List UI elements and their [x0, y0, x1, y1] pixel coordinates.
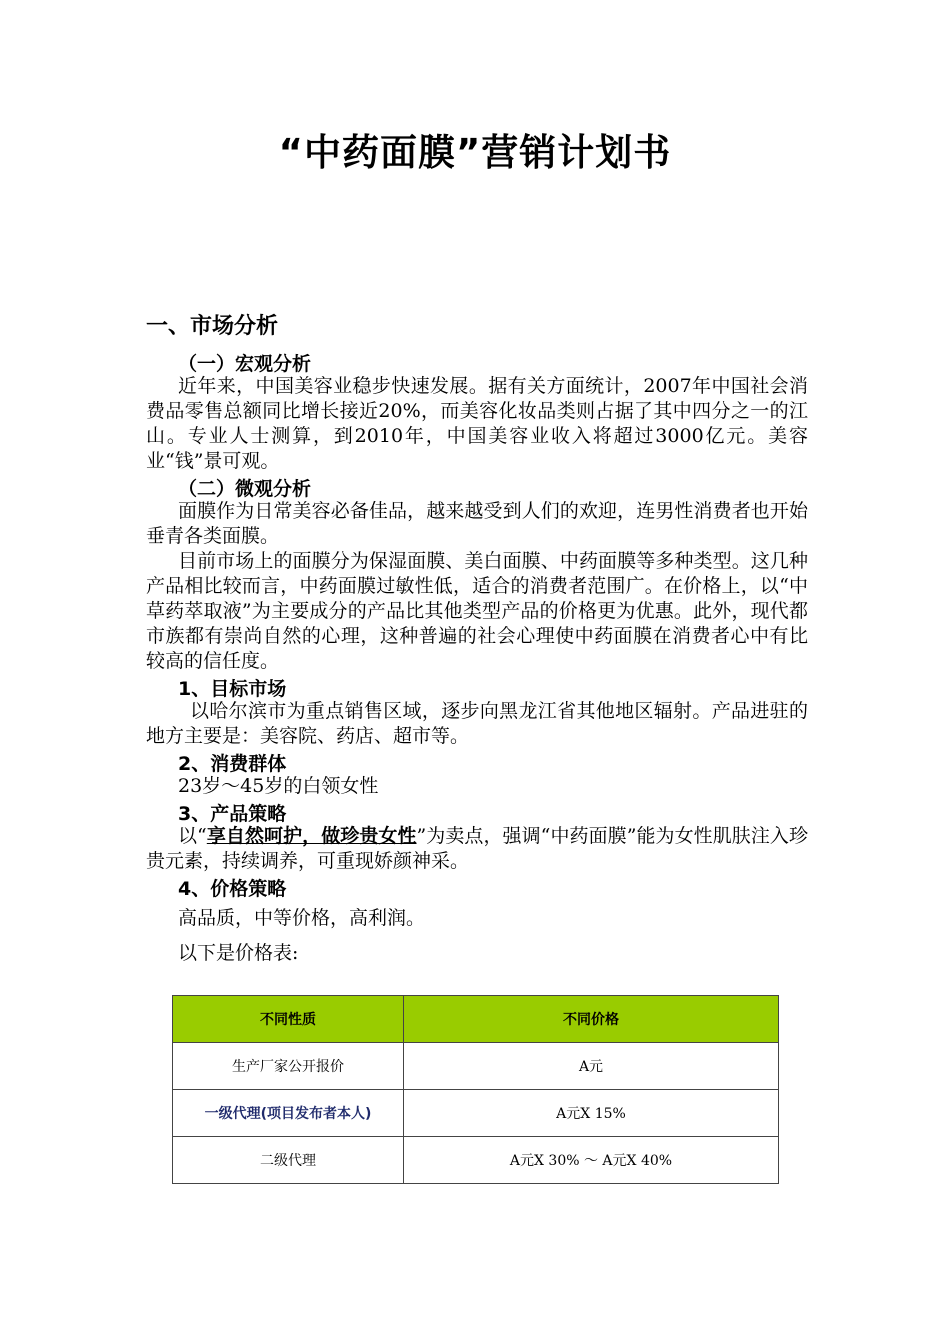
product-strategy-suffix: ”为卖点，强调“中药面膜”能为女性肌肤注入珍贵元素，持续调养，可重现娇颜神采。 — [146, 825, 808, 872]
price-table-header-row — [173, 996, 779, 1043]
price-table-cell-price: A元X 15% — [404, 1090, 779, 1137]
subheading-target-market: 1、目标市场 — [178, 678, 287, 700]
price-table-cell-nature: 生产厂家公开报价 — [173, 1043, 404, 1090]
subheading-macro-analysis: （一）宏观分析 — [178, 353, 312, 375]
text-price-strategy: 高品质，中等价格，高利润。 — [178, 907, 426, 929]
text-price-table-intro: 以下是价格表: — [178, 942, 299, 964]
price-table-cell-nature: 一级代理(项目发布者本人) — [173, 1090, 404, 1137]
paragraph-product-strategy — [146, 824, 808, 874]
paragraph-micro-analysis-2: 目前市场上的面膜分为保湿面膜、美白面膜、中药面膜等多种类型。这几种产品相比较而言，中药面膜过敏性低，适合的消费者范围广。在价格上，以“中草药萃取液”为主要成分的产品比其他类型产品的价格更为优惠。此外，现代都市族都有崇尚自然的心理，这种普遍的社会心理使中药面膜在消费者心中有比较高的信任度。 — [146, 550, 808, 672]
price-table-header-price: 不同价格 — [404, 996, 779, 1043]
product-strategy-prefix: 以“ — [178, 825, 207, 847]
price-table — [172, 995, 779, 1184]
price-table-header-nature: 不同性质 — [173, 996, 404, 1043]
paragraph-macro-analysis: 近年来，中国美容业稳步快速发展。据有关方面统计，2007年中国社会消费品零售总额同比增长接近20%，而美容化妆品类则占据了其中四分之一的江山。专业人士测算，到2010年，中国美容业收入将超过3000亿元。美容业“钱”景可观。 — [146, 375, 808, 472]
table-row — [173, 1090, 779, 1137]
subheading-price-strategy: 4、价格策略 — [178, 878, 287, 900]
table-row — [173, 1137, 779, 1184]
table-row — [173, 1043, 779, 1090]
paragraph-target-market: 以哈尔滨市为重点销售区域，逐步向黑龙江省其他地区辐射。产品进驻的地方主要是：美容院、药店、超市等。 — [146, 700, 808, 747]
section-heading-market-analysis: 一、市场分析 — [146, 314, 279, 339]
paragraph-micro-analysis-1: 面膜作为日常美容必备佳品，越来越受到人们的欢迎，连男性消费者也开始垂青各类面膜。 — [146, 500, 808, 547]
subheading-micro-analysis: （二）微观分析 — [178, 478, 312, 500]
text-consumer-group: 23岁～45岁的白领女性 — [178, 775, 379, 797]
price-table-cell-price: A元X 30% ～ A元X 40% — [404, 1137, 779, 1184]
price-table-cell-price: A元 — [404, 1043, 779, 1090]
subheading-product-strategy: 3、产品策略 — [178, 803, 287, 825]
subheading-consumer-group: 2、消费群体 — [178, 753, 287, 775]
document-title: “中药面膜”营销计划书 — [278, 131, 672, 174]
product-slogan: 享自然呵护，做珍贵女性 — [206, 825, 417, 847]
price-table-cell-nature: 二级代理 — [173, 1137, 404, 1184]
